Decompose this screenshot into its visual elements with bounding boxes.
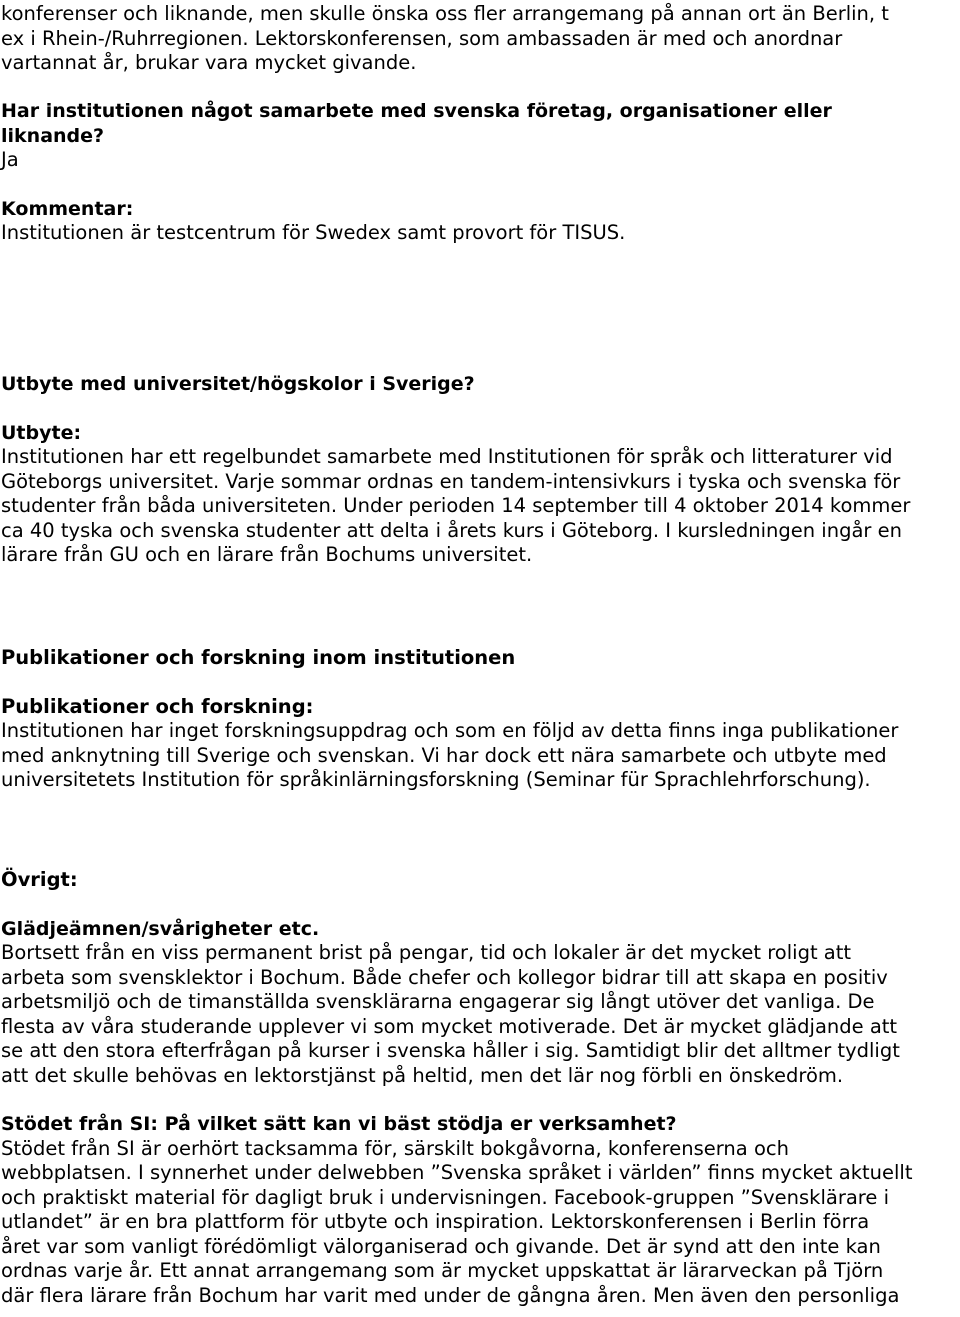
exchange-line: Institutionen har ett regelbundet samarbete med Institutionen för språk och litteraturer vid [1,445,893,468]
support-line: Stödet från SI är oerhört tacksamma för, särskilt bokgåvorna, konferenserna och [1,1136,789,1160]
other-section [1,868,912,1308]
exchange-line: studenter från båda universiteten. Under perioden 14 september till 4 oktober 2014 kommer [1,494,911,517]
cooperation-section [1,99,832,246]
support-line: året var som vanligt förédömligt välorganiserad och givande. Det är synd att den inte kan [1,1234,881,1258]
cooperation-question: liknande? [1,124,105,147]
exchange-heading: Utbyte med universitet/högskolor i Sverige? [1,373,475,395]
exchange-label: Utbyte: [1,421,82,444]
other-heading: Övrigt: [1,868,78,891]
publications-heading: Publikationer och forskning inom institutionen [1,646,516,669]
joys-line: Bortsett från en viss permanent brist på pengar, tid och lokaler är det mycket roligt att [1,941,852,964]
comment-label: Kommentar: [1,197,134,220]
intro-line: ex i Rhein-/Ruhrregionen. Lektorskonferensen, som ambassaden är med och anordnar [1,26,843,50]
exchange-line: lärare från GU och en lärare från Bochums universitet. [1,543,533,566]
comment-text: Institutionen är testcentrum för Swedex samt provort för TISUS. [1,221,626,244]
publications-line: Institutionen har inget forskningsuppdrag och som en följd av detta finns inga publikationer [1,719,899,742]
joys-line: se att den stora efterfrågan på kurser i svenska håller i sig. Samtidigt blir det alltmer tydligt [1,1039,900,1062]
joys-line: arbeta som svensklektor i Bochum. Både chefer och kollegor bidrar till att skapa en positiv [1,965,888,989]
publications-line: universitetets Institution för språkinlärningsforskning (Seminar für Sprachlehrforschung). [1,768,871,791]
support-line: där flera lärare från Bochum har varit med under de gångna åren. Men även den personliga [1,1283,900,1307]
joys-line: att det skulle behövas en lektorstjänst på heltid, men det lär nog förbli en önskedröm. [1,1063,844,1087]
intro-line: vartannat år, brukar vara mycket givande. [1,51,417,74]
intro-line: konferenser och liknande, men skulle önska oss fler arrangemang på annan ort än Berlin, t [1,2,889,25]
joys-line: arbetsmiljö och de timanställda svensklärarna engagerar sig långt utöver det vanliga. De [1,990,875,1013]
exchange-section [1,372,910,568]
publications-line: med anknytning till Sverige och svenskan. Vi har dock ett nära samarbete och utbyte med [1,743,887,767]
support-question: Stödet från SI: På vilket sätt kan vi bäst stödja er verksamhet? [1,1113,677,1135]
support-line: webbplatsen. I synnerhet under delwebben ”Svenska språket i världen” finns mycket aktuellt [1,1161,913,1184]
publications-label: Publikationer och forskning: [1,694,314,718]
intro-paragraph [1,2,889,76]
joys-line: flesta av våra studerande upplever vi som mycket motiverade. Det är mycket glädjande att [1,1014,898,1038]
publications-section [1,646,898,793]
exchange-line: Göteborgs universitet. Varje sommar ordnas en tandem-intensivkurs i tyska och svenska för [1,469,901,493]
cooperation-answer: Ja [1,148,19,171]
joys-label: Glädjeämnen/svårigheter etc. [1,917,320,940]
support-line: utlandet” är en bra plattform för utbyte och inspiration. Lektorskonferensen i Berlin förra [1,1210,870,1233]
support-line: ordnas varje år. Ett annat arrangemang som är mycket uppskattat är lärarveckan på Tjörn [1,1259,884,1282]
cooperation-question: Har institutionen något samarbete med svenska företag, organisationer eller [1,100,832,122]
support-line: och praktiskt material för dagligt bruk i undervisningen. Facebook-gruppen ”Svensklärare i [1,1185,890,1209]
exchange-line: ca 40 tyska och svenska studenter att delta i årets kurs i Göteborg. I kursledningen ingår en [1,518,902,542]
